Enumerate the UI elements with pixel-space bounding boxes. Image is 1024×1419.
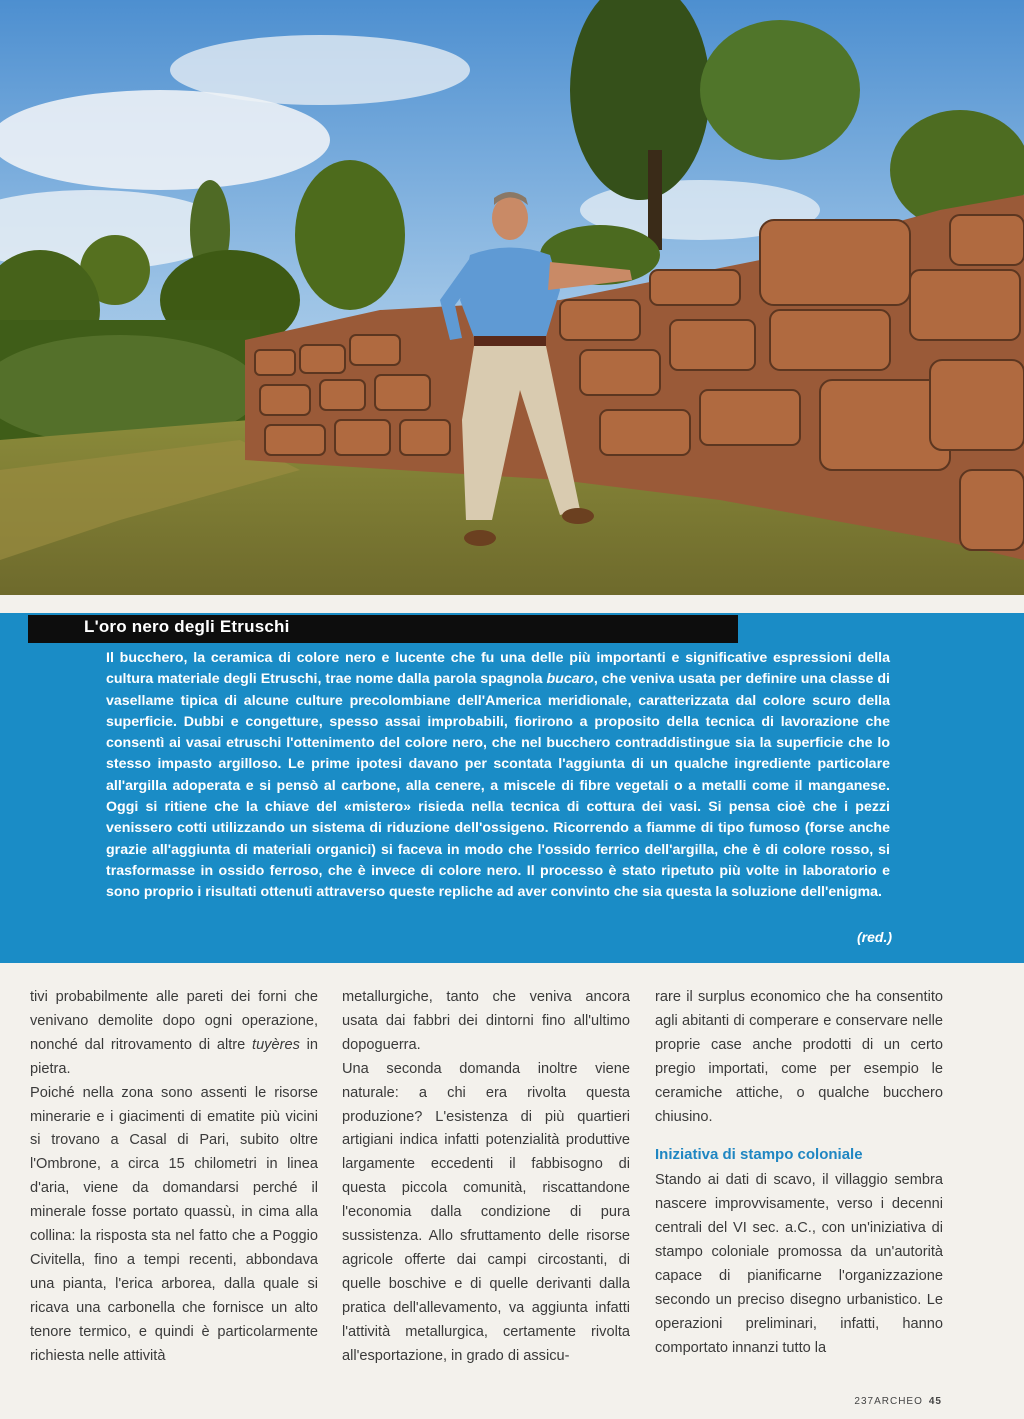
article-column-3 xyxy=(655,986,943,1361)
column-3-paragraph-2: Stando ai dati di scavo, il villaggio sembra nascere improvvisamente, verso i decenni centrali del VI sec. a.C., con un'iniziativa di stampo coloniale promossa da un'autorità capace di pianificarne l'organizzazione secondo un preciso disegno urbanistico. Le operazioni preliminari, infatti, hanno comportato innanzi tutto la xyxy=(655,1172,943,1356)
section-subheading: Iniziativa di stampo coloniale xyxy=(655,1146,863,1164)
sidebar-body xyxy=(106,648,890,904)
page-folio xyxy=(854,1396,942,1407)
column-3-paragraph-1: rare il surplus economico che ha consentito agli abitanti di comperare e conservare nelle proprie case anche prodotti di un certo pregio importati, come per esempio le ceramiche attiche, o qualche bucchero chiusino. xyxy=(655,989,943,1125)
sidebar-title: L'oro nero degli Etruschi xyxy=(84,617,290,636)
column-1-text-2: in pietra. xyxy=(30,1036,318,1077)
column-2-paragraph-1: metallurgiche, tanto che veniva ancora usata dai fabbri dei dintorni fino all'ultimo dopoguerra. xyxy=(342,989,630,1053)
article-column-1 xyxy=(30,986,318,1369)
photo-illustration xyxy=(0,0,1024,595)
sidebar-body-emphasis: bucaro xyxy=(546,671,594,688)
column-2-paragraph-2: Una seconda domanda inoltre viene naturale: a chi era rivolta questa produzione? L'esistenza di più quartieri artigiani indica infatti potenzialità produttive largamente eccedenti il fabbisogno di questa piccola comunità, riscattandone l'economia dalla condizione di pura sussistenza. Allo sfruttamento delle risorse agricole offerte dai campi circostanti, di quelle boschive e di quelle derivanti dalla pratica dell'allevamento, va aggiunta infatti l'attività metallurgica, certamente rivolta all'esportazione, in grado di assicu- xyxy=(342,1060,630,1364)
article-column-2 xyxy=(342,986,630,1369)
folio-page-number: 45 xyxy=(928,1396,942,1407)
column-1-text-1: tivi probabilmente alle pareti dei forni che venivano demolite dopo ogni operazione, nonché dal ritrovamento di altre xyxy=(30,989,318,1053)
sidebar-body-text-2: , che veniva usata per definire una classe di vasellame tipica di alcune culture precolombiane dell'America meridionale, caratterizzata dal colore scuro della superficie. Dubbi e congetture, spesso assai improbabili, fiorirono a proposito della tecnica di lavorazione che consentì ai vasai etruschi l'ottenimento del colore nero, che nel bucchero contraddistingue sia la superficie che lo stesso impasto argilloso. Le prime ipotesi davano per scontata l'aggiunta di un qualche ingrediente particolare all'argilla adoperata e si pensò al carbone, alla cenere, a miscele di fibre vegetali o a metalli come il manganese. Oggi si ritiene che la chiave del «mistero» risieda nella tecnica di cottura dei vasi. Si pensa cioè che i pezzi venissero cotti utilizzando un sistema di riduzione dell'ossigeno. Ricorrendo a fiamme di tipo fumoso (forse anche grazie all'aggiunta di materiali organici) si faceva in modo che l'ossido ferrico dell'argilla, che è di colore rosso, si trasformasse in ossido ferroso, che è invece di colore nero. Il processo è stato ripetuto più volte in laboratorio e sono proprio i risultati ottenuti attraverso queste repliche ad aver convinto che sia questa la soluzione dell'enigma. xyxy=(106,671,890,901)
photo-archaeologist-stone-wall xyxy=(0,0,1024,595)
folio-issue: 237ARCHEO xyxy=(854,1396,923,1407)
sidebar-signature: (red.) xyxy=(857,929,892,945)
column-1-emphasis: tuyères xyxy=(252,1036,300,1053)
column-1-paragraph-1 xyxy=(30,986,318,1082)
column-1-paragraph-2: Poiché nella zona sono assenti le risorse minerarie e i giacimenti di ematite più vicini si trovano a Casal di Pari, subito oltre l'Ombrone, a circa 15 chilometri in linea d'aria, viene da domandarsi perché il minerale fosse portato quassù, in cima alla collina: la risposta sta nel fatto che a Poggio Civitella, fino a tempi recenti, abbondava una pianta, l'erica arborea, dalla quale si ricava una carbonella che fornisce un alto tenore termico, e quindi è particolarmente richiesta nelle attività xyxy=(30,1084,318,1364)
sidebar-body-text-1: Il bucchero, la ceramica di colore nero e lucente che fu una delle più importanti e significative espressioni della cultura materiale degli Etruschi, trae nome dalla parola spagnola xyxy=(106,650,890,688)
